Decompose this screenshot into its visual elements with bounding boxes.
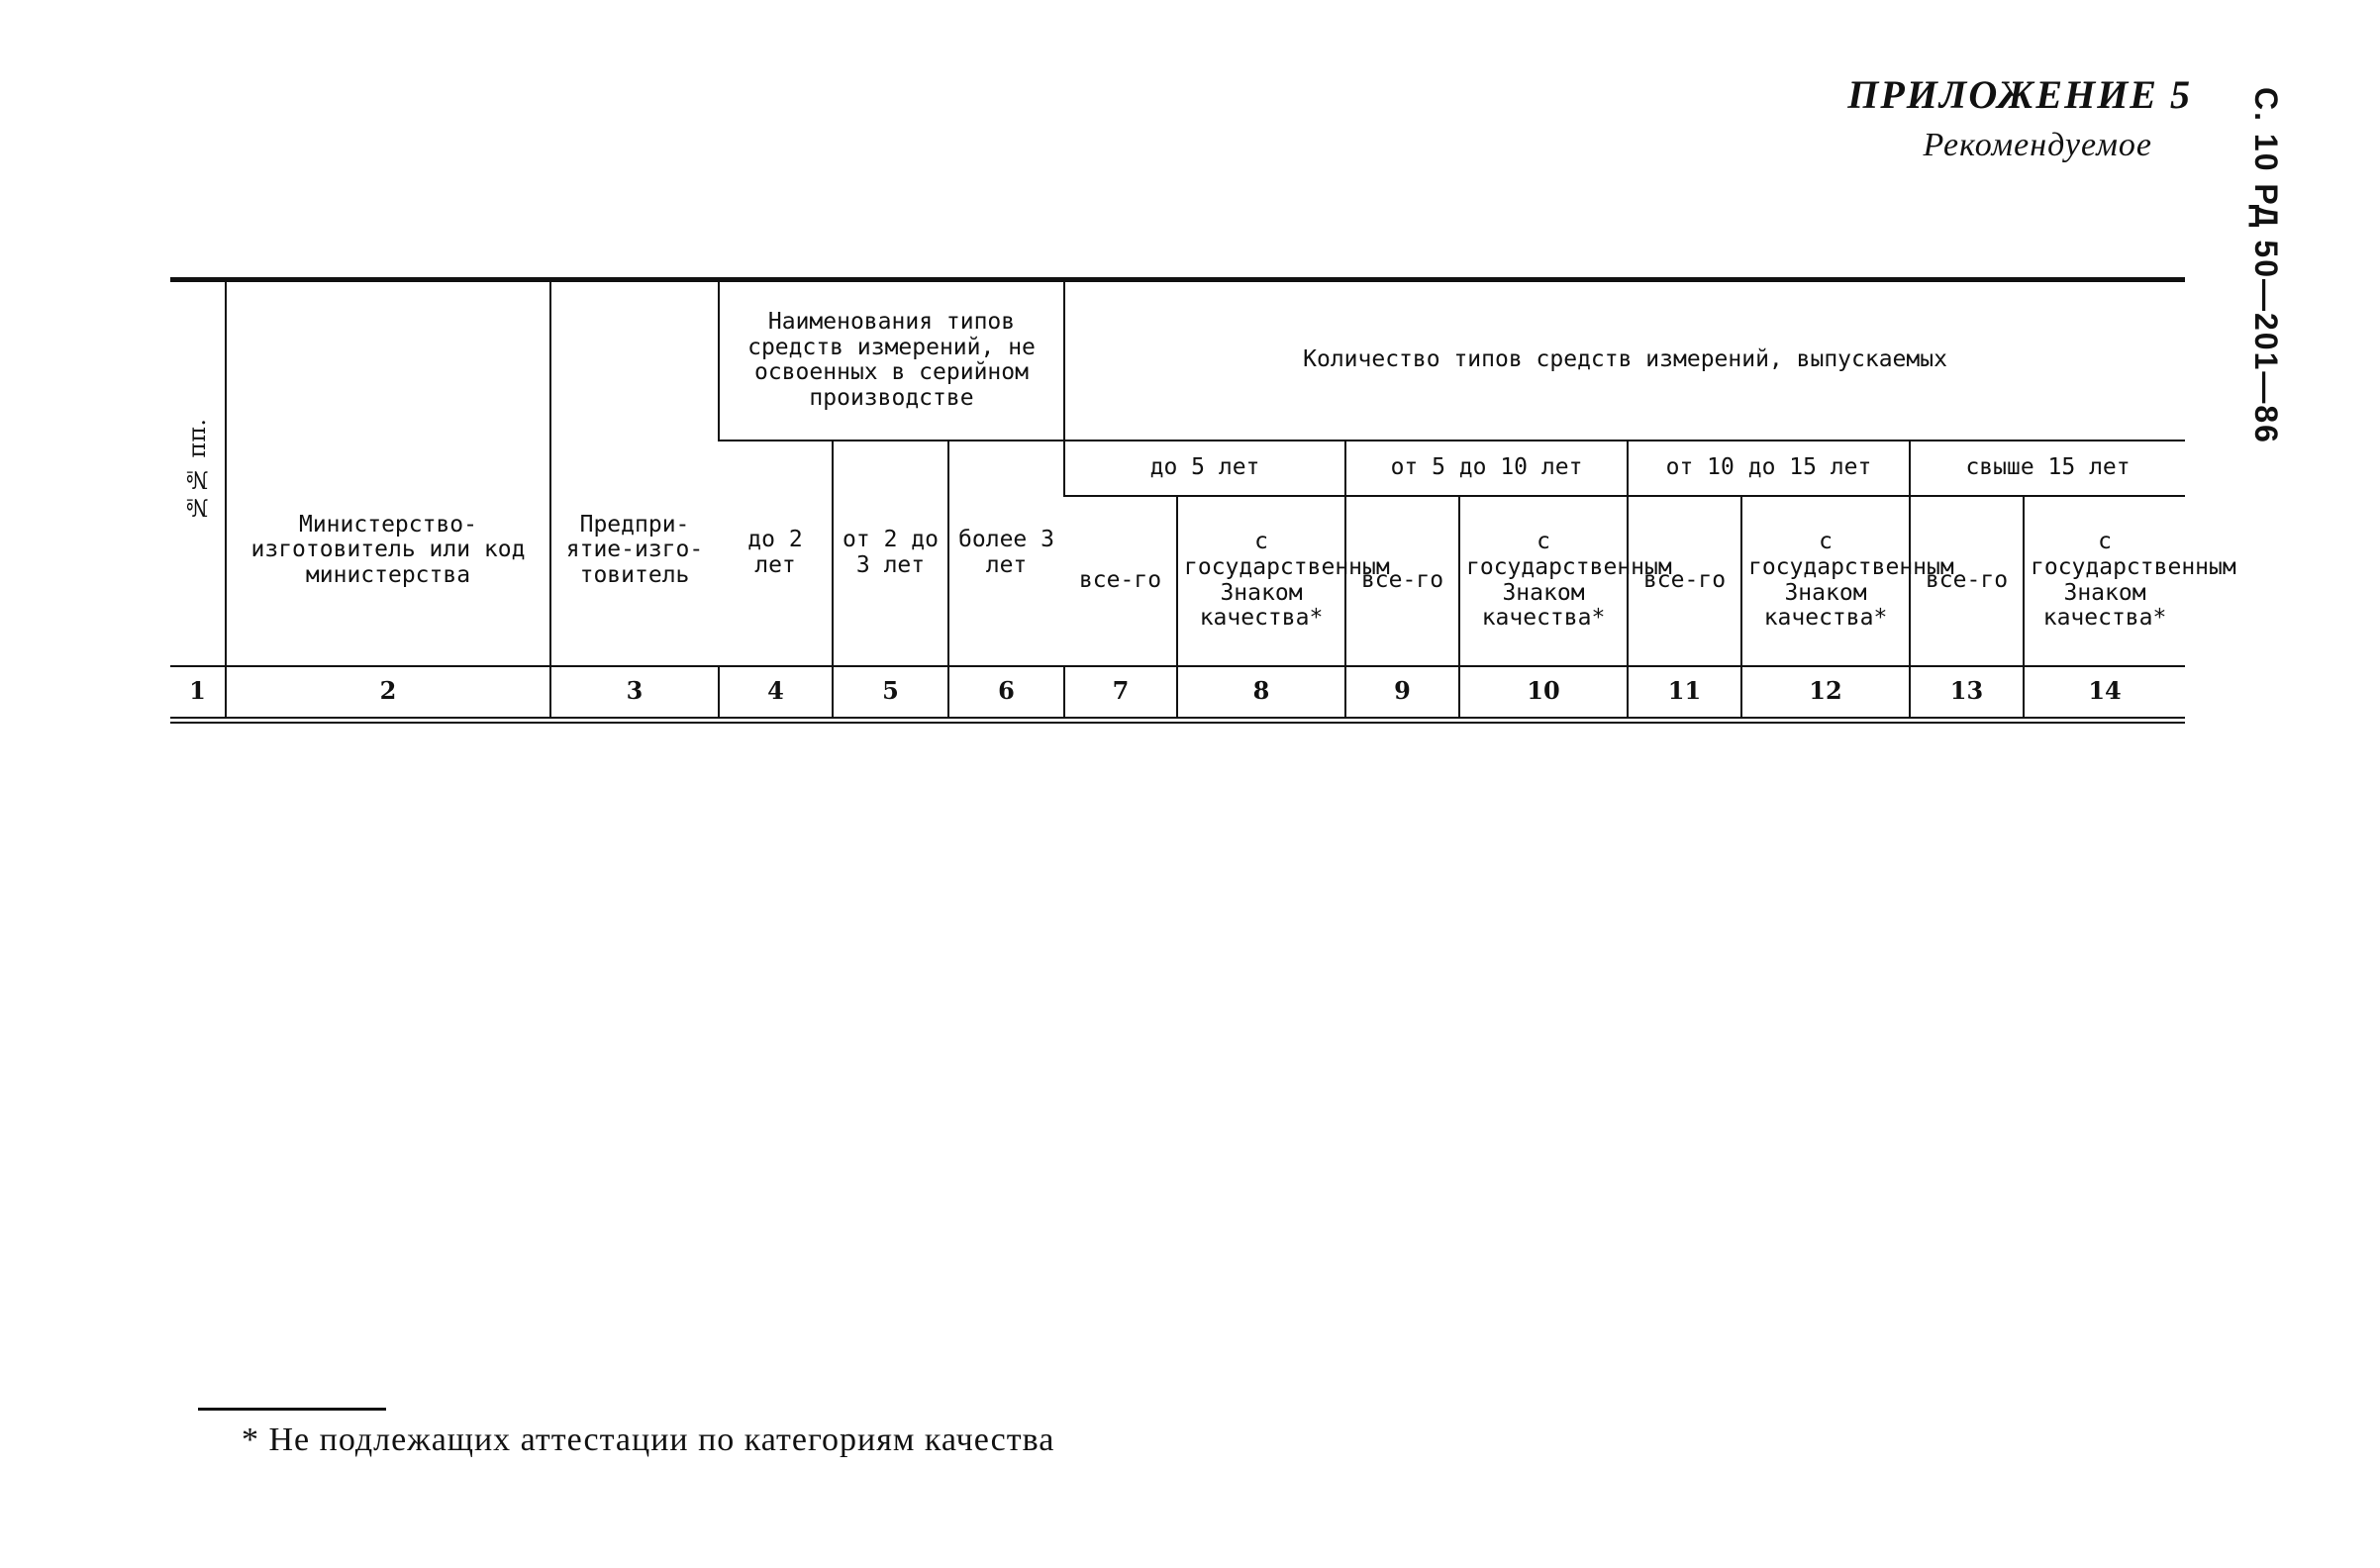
quality-mark-label: с государственным Знаком качества*: [1177, 496, 1345, 666]
header-up-to-2-years: до 2 лет: [719, 441, 833, 666]
total-label: все-го: [1064, 496, 1177, 666]
quality-mark-label: с государственным Знаком качества*: [1459, 496, 1628, 666]
footnote: * Не подлежащих аттестации по категориям качества: [242, 1421, 1055, 1458]
header-2-to-3-years: от 2 до 3 лет: [833, 441, 948, 666]
column-number: 6: [948, 666, 1064, 721]
appendix-title: ПРИЛОЖЕНИЕ 5: [1847, 72, 2192, 117]
header-over-3-years: более 3 лет: [948, 441, 1064, 666]
total-label: все-го: [1345, 496, 1459, 666]
column-number: 14: [2024, 666, 2185, 721]
column-number: 12: [1741, 666, 1910, 721]
footnote-divider: [198, 1408, 386, 1411]
column-number: 3: [550, 666, 719, 721]
period-5-to-10: от 5 до 10 лет: [1345, 441, 1628, 496]
column-number: 11: [1628, 666, 1741, 721]
header-unmastered-types: Наименования типов средств измерений, не освоенных в серийном производстве: [719, 280, 1064, 441]
period-10-to-15: от 10 до 15 лет: [1628, 441, 1910, 496]
period-over-15: свыше 15 лет: [1910, 441, 2185, 496]
column-number: 10: [1459, 666, 1628, 721]
header-quantity-types: Количество типов средств измерений, выпускаемых: [1064, 280, 2185, 441]
column-number: 1: [170, 666, 226, 721]
header-ministry: Министерство-изготовитель или код министерства: [226, 280, 550, 666]
column-number: 2: [226, 666, 550, 721]
header-enterprise: Предпри-ятие-изго-товитель: [550, 280, 719, 666]
document-code: С. 10 РД 50—201—86: [2248, 87, 2284, 444]
column-number: 7: [1064, 666, 1177, 721]
total-label: все-го: [1628, 496, 1741, 666]
report-form-table: [170, 277, 2236, 724]
column-number: 4: [719, 666, 833, 721]
period-up-to-5: до 5 лет: [1064, 441, 1345, 496]
header-number-column: №№ пп.: [170, 280, 226, 666]
column-number: 9: [1345, 666, 1459, 721]
column-numbers-row: [170, 666, 2185, 721]
quality-mark-label: с государственным Знаком качества*: [1741, 496, 1910, 666]
column-number: 13: [1910, 666, 2024, 721]
column-number: 8: [1177, 666, 1345, 721]
quality-mark-label: с государственным Знаком качества*: [2024, 496, 2185, 666]
total-label: все-го: [1910, 496, 2024, 666]
column-number: 5: [833, 666, 948, 721]
appendix-subtitle: Рекомендуемое: [1923, 127, 2152, 163]
